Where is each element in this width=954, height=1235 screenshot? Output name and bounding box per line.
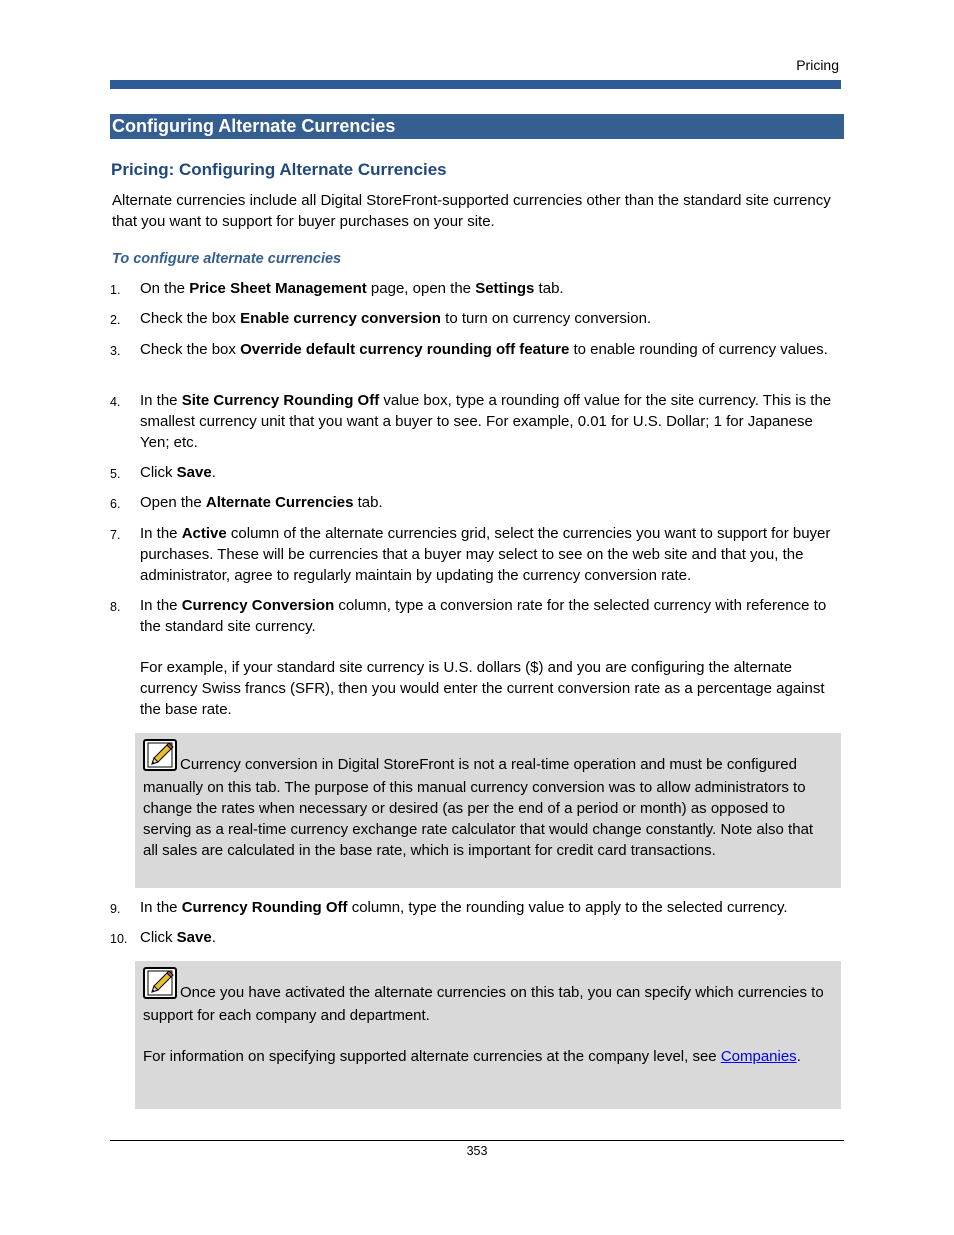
step-number: 9. [110, 902, 121, 916]
step-number: 7. [110, 528, 121, 542]
list-item [110, 927, 840, 948]
footer-rule [110, 1140, 844, 1141]
section-title-bar [110, 114, 844, 139]
step-number: 5. [110, 467, 121, 481]
list-item [110, 492, 840, 513]
note-box [135, 961, 841, 1109]
intro-paragraph: Alternate currencies include all Digital StoreFront-supported currencies other than the standard site currency that you want to support for buyer purchases on your site. [112, 192, 831, 230]
running-header: Pricing [796, 57, 839, 73]
pencil-note-icon [143, 967, 177, 1005]
list-item [110, 595, 840, 720]
step-number: 1. [110, 283, 121, 297]
list-item [110, 390, 840, 453]
step-number: 6. [110, 497, 121, 511]
pencil-note-icon [143, 739, 177, 777]
step-number: 2. [110, 313, 121, 327]
note-text: Currency conversion in Digital StoreFront is not a real-time operation and must be configured manually on this tab. The purpose of this manual currency conversion was to allow administrators to change the rates when necessary or desired (as per the end of a period or month) as opposed to serving as a real-time currency exchange rate calculator that would change constantly. Note also that all sales are calculated in the base rate, which is important for credit card transactions. [143, 756, 814, 859]
note-paragraph: For information on specifying supported alternate currencies at the company level, see Companies. [143, 1048, 801, 1065]
step-text: Check the box Override default currency rounding off feature to enable rounding of currency values. [140, 341, 828, 358]
list-item [110, 523, 840, 586]
list-item [110, 897, 840, 918]
procedure-title: To configure alternate currencies [112, 251, 342, 267]
note-text: Once you have activated the alternate currencies on this tab, you can specify which currencies to support for each company and department. [143, 984, 824, 1024]
header-rule [110, 80, 841, 89]
section-title: Configuring Alternate Currencies [112, 116, 396, 136]
list-item [110, 308, 840, 329]
step-number: 10. [110, 932, 128, 946]
list-item [110, 339, 840, 360]
step-text: Open the Alternate Currencies tab. [140, 494, 383, 511]
step-text: Click Save. [140, 929, 216, 946]
step-number: 4. [110, 395, 121, 409]
note-box [135, 733, 841, 888]
note-content [143, 739, 831, 861]
step-text: Check the box Enable currency conversion to turn on currency conversion. [140, 310, 652, 327]
page-number: 353 [466, 1144, 488, 1158]
companies-link[interactable]: Companies [720, 1048, 797, 1065]
step-text: On the Price Sheet Management page, open the Settings tab. [140, 280, 564, 297]
step-number: 3. [110, 344, 121, 358]
step-text: In the Active column of the alternate currencies grid, select the currencies you want to support for buyer purchases. These will be currencies that a buyer may select to see on the web site and that you, the administrator, agree to regularly maintain by updating the currency conversion rate. [140, 525, 831, 584]
step-text: In the Site Currency Rounding Off value box, type a rounding off value for the site currency. This is the smallest currency unit that you want a buyer to see. For example, 0.01 for U.S. Dollar; 1 for Japanese Yen; etc. [140, 392, 832, 451]
step-example: For example, if your standard site currency is U.S. dollars ($) and you are configuring the alternate currency Swiss francs (SFR), then you would enter the current conversion rate as a percentage against the base rate. [140, 659, 825, 718]
list-item [110, 462, 840, 483]
step-text: In the Currency Rounding Off column, type the rounding value to apply to the selected currency. [140, 899, 788, 916]
subheading: Pricing: Configuring Alternate Currencies [111, 160, 447, 179]
step-number: 8. [110, 600, 121, 614]
step-text: In the Currency Conversion column, type a conversion rate for the selected currency with reference to the standard site currency. For example, if your standard site currency is U.S. dollars ($) and you are configuring the alternate currency Swiss francs (SFR), then you would enter the current conversion rate as a percentage against the base rate. [140, 595, 840, 720]
list-item [110, 278, 840, 299]
note-content [143, 967, 831, 1067]
step-text: Click Save. [140, 464, 216, 481]
